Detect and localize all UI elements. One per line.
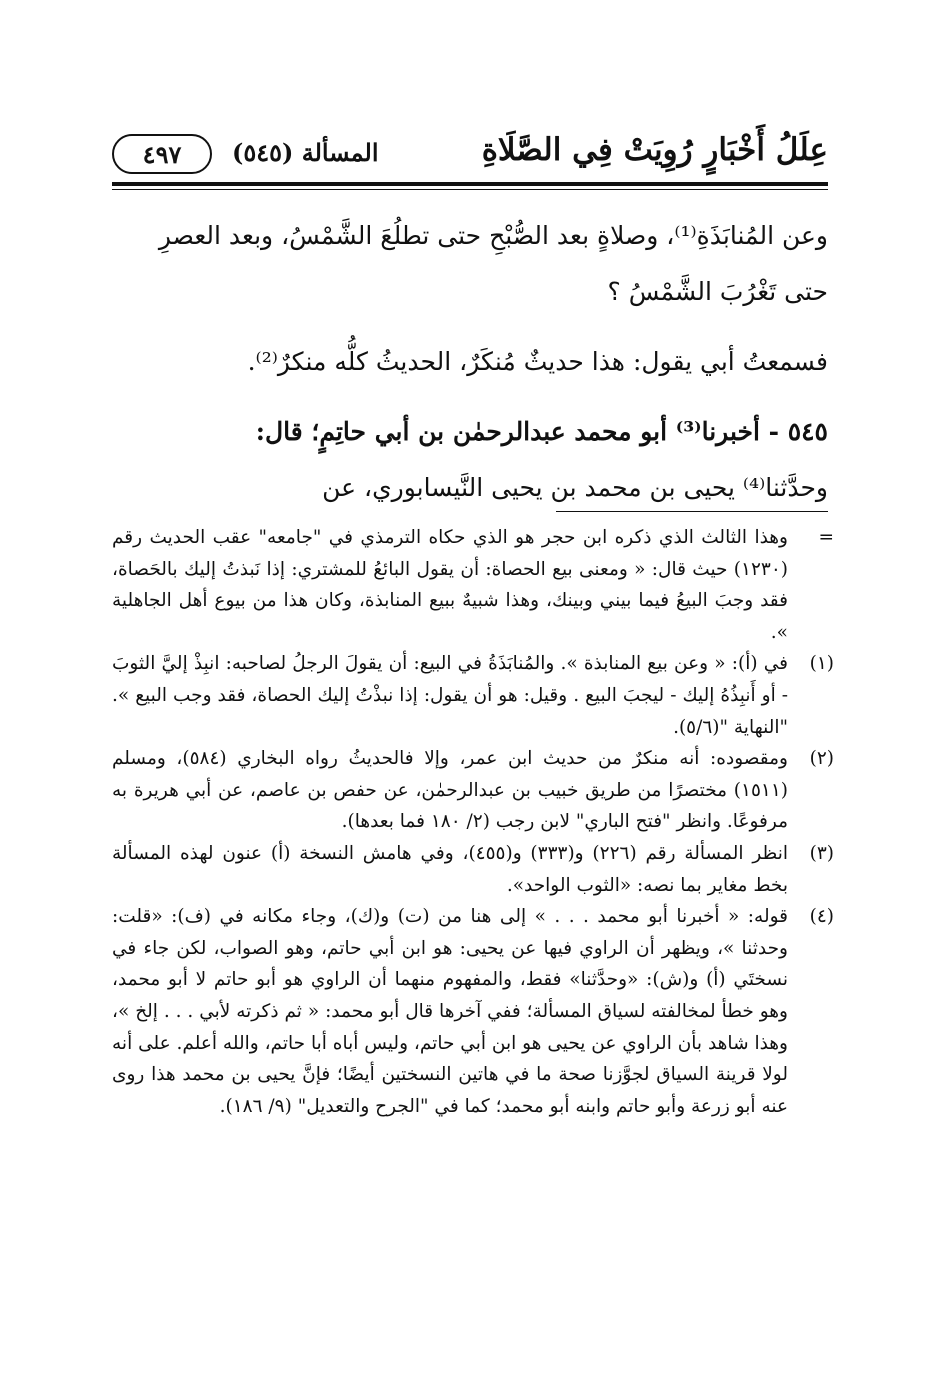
page-number: ٤٩٧: [112, 134, 212, 174]
footnote-mark: (١): [809, 653, 834, 675]
book-title: عِلَلُ أَخْبَارٍ رُوِيَتْ فِي الصَّلَاةِ: [481, 132, 828, 168]
footnote-text: ومقصوده: أنه منكرٌ من حديث ابن عمر، وإلا فالحديثُ رواه البخاري (٥٨٤)، ومسلم (١٥١١) مختصرًا من طريق خبيب بن عبدالرحمٰن، عن حفص بن عاصم، عن أبي هريرة به مرفوعًا. وانظر "فتح الباري" لابن رجب (٢/ ١٨٠ فما بعدها).: [112, 748, 788, 833]
main-line: وعن المُنابَذَةِ⁽¹⁾، وصلاةٍ بعد الصُّبْحِ حتى تطلُعَ الشَّمْسُ، وبعد العصرِ: [158, 221, 828, 250]
main-line: وحدَّثنا⁽⁴⁾ يحيى بن محمد بن يحيى النَّيسابوري، عن: [322, 473, 828, 502]
footnote-mark: =: [818, 527, 834, 548]
footnote-mark: (٢): [809, 748, 834, 770]
main-line: فسمعتُ أبي يقول: هذا حديثٌ مُنكَرٌ، الحديثُ كلُّه منكرٌ⁽²⁾.: [247, 347, 828, 376]
footnotes: [112, 522, 834, 1122]
footnote-text: وهذا الثالث الذي ذكره ابن حجر هو الذي حكاه الترمذي في "جامعه" عقب الحديث رقم (١٢٣٠) حيث قال: « ومعنى بيع الحصاة: أن يقول البائعُ للمشتري: إذا نَبذتُ إليك بالحَصاة، فقد وجبَ البيعُ فيما بيني وبينك، وهذا شبيهٌ ببيع المنابذة، وكان هذا من بيوع أهل الجاهلية ».: [112, 527, 788, 643]
footnote-mark: (٤): [809, 906, 834, 928]
main-line: حتى تَغْرُبَ الشَّمْسُ ؟: [607, 277, 828, 306]
footnote: [112, 838, 834, 901]
footnote-text: انظر المسألة رقم (٢٢٦) و(٣٣٣) و(٤٥٥)، وفي هامش النسخة (أ) عنون لهذه المسألة بخط مغاير بما نصه: «الثوب الواحد».: [112, 842, 788, 896]
page-header: [112, 128, 828, 188]
footnote-mark: (٣): [809, 842, 834, 864]
header-rule-thin: [112, 189, 828, 190]
issue-label: المسألة (٥٤٥): [232, 138, 379, 167]
footnote-text: قوله: « أخبرنا أبو محمد . . . » إلى هنا من (ت) و(ك)، وجاء مكانه في (ف): «قلت: وحدثنا »، ويظهر أن الراوي فيها عن يحيى: هو ابن أبي حاتم، وهو الصواب، لكن جاء في نسختَي (أ) و(ش): «وحدَّثنا» فقط، والمفهوم منهما أن الراوي هو أبو حاتم لا أبو محمد، وهو خطأ لمخالفته لسياق المسألة؛ ففي آخرها قال أبو محمد: « ثم ذكرته لأبي . . . إلخ »، وهذا شاهد بأن الراوي عن يحيى هو ابن أبي حاتم، وليس أباه أبا حاتم، والله أعلم. على أنه لولا قرينة السياق لجوَّزنا صحة ما في هاتين النسختين أيضًا؛ فإنَّ يحيى بن محمد هذا روى عنه أبو زرعة وأبو حاتم وابنه أبو محمد؛ كما في "الجرح والتعديل" (٩/ ١٨٦).: [112, 906, 788, 1117]
main-line: ٥٤٥ - أخبرنا⁽³⁾ أبو محمد عبدالرحمٰن بن أبي حاتِمٍ؛ قال:: [255, 417, 828, 446]
footnote-text: في (أ): « وعن بيع المنابذة ». والمُنابَذَةُ في البيع: أن يقولَ الرجلُ لصاحبه: انبِذْ إليَّ الثوبَ - أو أَنبِذُهُ إليك - ليجبَ البيع . وقيل: هو أن يقول: إذا نبذْتُ إليك الحصاة، فقد وجب البيع ». "النهاية "(٥/٦).: [112, 653, 788, 738]
footnote: [112, 743, 834, 838]
footnote: [112, 901, 834, 1122]
footnote: [112, 522, 834, 648]
footnote: [112, 648, 834, 743]
header-rule-thick: [112, 182, 828, 186]
main-text: [120, 208, 828, 516]
footnote-separator: [556, 511, 828, 512]
